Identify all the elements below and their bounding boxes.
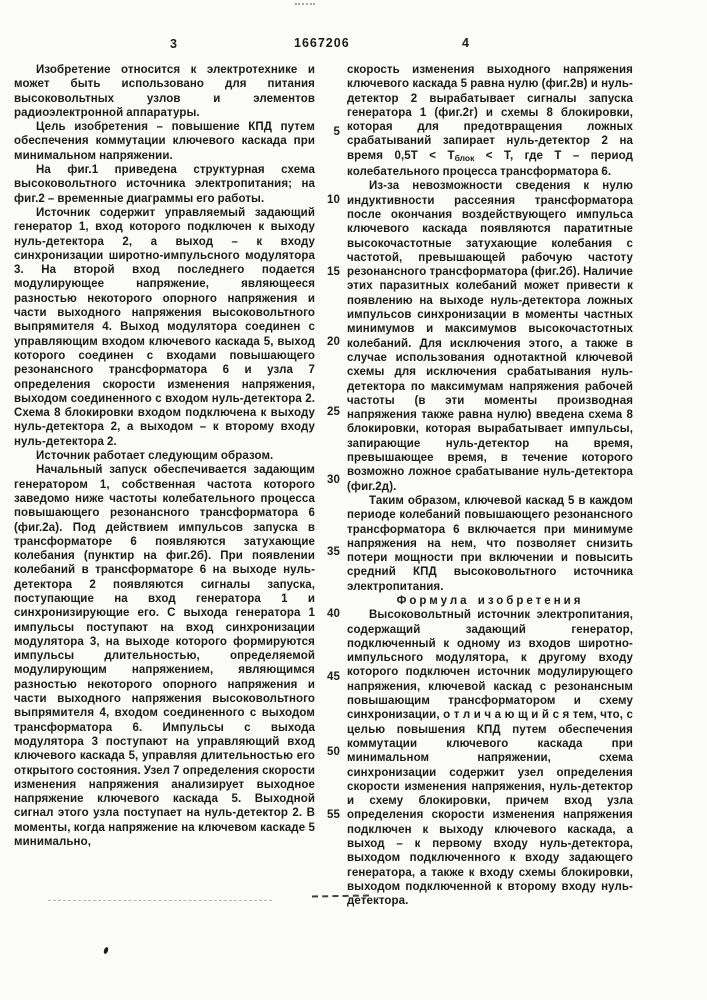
line-number: 20 [327,336,340,348]
line-number: 10 [327,194,340,206]
scan-artifact-faint-dashes [48,900,272,901]
line-number: 35 [327,546,340,558]
scan-artifact-top-dots [295,3,315,5]
line-number: 50 [327,746,340,758]
paragraph: Таким образом, ключевой каскад 5 в каждом периоде колебаний повышающего резонансного трансформатора 6 включается при минимуме напряжения на нем, что позволяет снизить потери мощности при включении и повысить средний КПД высоковольтного источника электропитания. [347,494,633,593]
line-number: 30 [327,474,340,486]
paragraph: Высоковольтный источник электропитания, содержащий задающий генератор, подключенный к одному из входов широтно-импульсного модулятора, к другому входу которого подключен источник модулирующего напряжения, ключевой каскад с резонансным повышающим трансформатором и схему синхронизации, о т л и ч а ю щ и й с я тем, что, с целью повышения КПД путем обеспечения коммутации ключевого каскада при минимальном напряжении, схема синхронизации содержит узел определения скорости изменения напряжения, нуль-детектор и схему блокировки, причем вход узла определения скорости изменения напряжения подключен к выходу ключевого каскада, а выход – к первому входу нуль-детектора, выходом подключенного к входу задающего генератора, а также к входу схемы блокировки, выходом подключенной к второму входу нуль-детектора. [347,609,633,908]
claims-heading: Формула изобретения [396,594,584,607]
scan-artifact-ink-dot [103,947,109,955]
gutter-line-numbers [308,0,340,1000]
subscript-text: блок [454,152,475,163]
paragraph: скорость изменения выходного напряжения ключевого каскада 5 равна нулю (фиг.2в) и нуль-детектор 2 вырабатывает сигналы запуска генератора 1 (фиг.2г) и схемы 8 блокировки, которая для предотвращения ложных срабатываний запирает нуль-детектор 2 на время $0,5Т < Т_{блок} < Т$, где Т – период колебательного процесса трансформатора 6. [347,64,633,179]
paragraph: Из-за невозможности сведения к нулю индуктивности рассеяния трансформатора после окончания воздействующего импульса ключевого каскада появляются паратитные высокочастотные затухающие колебания с частотой, превышающей рабочую частоту резонансного трансформатора (фиг.2б). Наличие этих паразитных колебаний может привести к появлению на выходе нуль-детектора ложных импульсов синхронизации в моменты частных минимумов и максимумов высокочастотных колебаний. Для исключения этого, а также в случае использования однотактной ключевой схемы для исключения срабатывания нуль-детектора по максимумам напряжения рабочей частоты (в эти моменты производная напряжения также равна нулю) введена схема 8 блокировки, которая вырабатывает импульсы, запирающие нуль-детектор на время, превышающее время, в течение которого возможно ложное срабатывание нуль-детектора (фиг.2д). [347,180,633,493]
page-number-right: 4 [462,36,470,50]
patent-number: 1667206 [294,36,350,50]
line-number: 55 [327,809,340,821]
paragraph: На фиг.1 приведена структурная схема высоковольтного источника электропитания; на фиг.2 – временные диаграммы его работы. [14,164,315,205]
paragraph: Начальный запуск обеспечивается задающим генератором 1, собственная частота которого заведомо ниже частоты колебательного процесса повышающего резонансного трансформатора 6 (фиг.2а). Под действием импульсов запуска в трансформаторе 6 появляются затухающие колебания (пунктир на фиг.2б). При появлении колебаний в трансформаторе 6 на выходе нуль-детектора 2 появляются сигналы запуска, поступающие на вход генератора 1 и синхронизирующие его. С выхода генератора 1 импульсы поступают на вход синхронизации модулятора 3, на выходе которого формируются импульсы длительностью, определяемой модулирующим напряжением, являющимся разностью некоторого опорного напряжения и части выходного напряжения высоковольтного выпрямителя 4, входом соединенного с выходом трансформатора 6. Импульсы с выхода модулятора 3 поступают на управляющий вход ключевого каскада 5, управляя длительностью его открытого состояния. Узел 7 определения скорости изменения напряжения анализирует выходное напряжение ключевого каскада 5. Выходной сигнал этого узла поступает на нуль-детектор 2. В моменты, когда напряжение на ключевом каскаде 5 минимально, [14,464,315,849]
page-number-left: 3 [170,37,178,51]
paragraph: Источник работает следующим образом. [36,450,274,463]
text-column-right [347,63,633,909]
line-number: 25 [327,406,340,418]
paragraph: Цель изобретения – повышение КПД путем обеспечения коммутации ключевого каскада при минимальном напряжении. [14,121,315,162]
paragraph: Источник содержит управляемый задающий генератор 1, вход которого подключен к выходу нуль-детектора 2, а выход – к входу синхронизации широтно-импульсного модулятора 3. На второй вход последнего подается модулирующее напряжение, являющееся разностью некоторого опорного напряжения и части выходного напряжения высоковольтного выпрямителя 4. Выход модулятора соединен с управляющим входом ключевого каскада 5, выход которого соединен с входами повышающего резонансного трансформатора 6 и узла 7 определения скорости изменения напряжения, выходом соединенного с входом нуль-детектора 2. Схема 8 блокировки входом подключена к выходу нуль-детектора 2, а выходом – к второму входу нуль-детектора 2. [14,206,315,448]
line-number: 40 [327,608,340,620]
line-number: 45 [327,671,340,683]
paragraph: Изобретение относится к электротехнике и может быть использовано для питания высоковольтных узлов и элементов радиоэлектронной аппаратуры. [14,64,315,119]
line-number: 15 [327,266,340,278]
line-number: 5 [333,126,340,138]
text-column-left [14,63,315,849]
